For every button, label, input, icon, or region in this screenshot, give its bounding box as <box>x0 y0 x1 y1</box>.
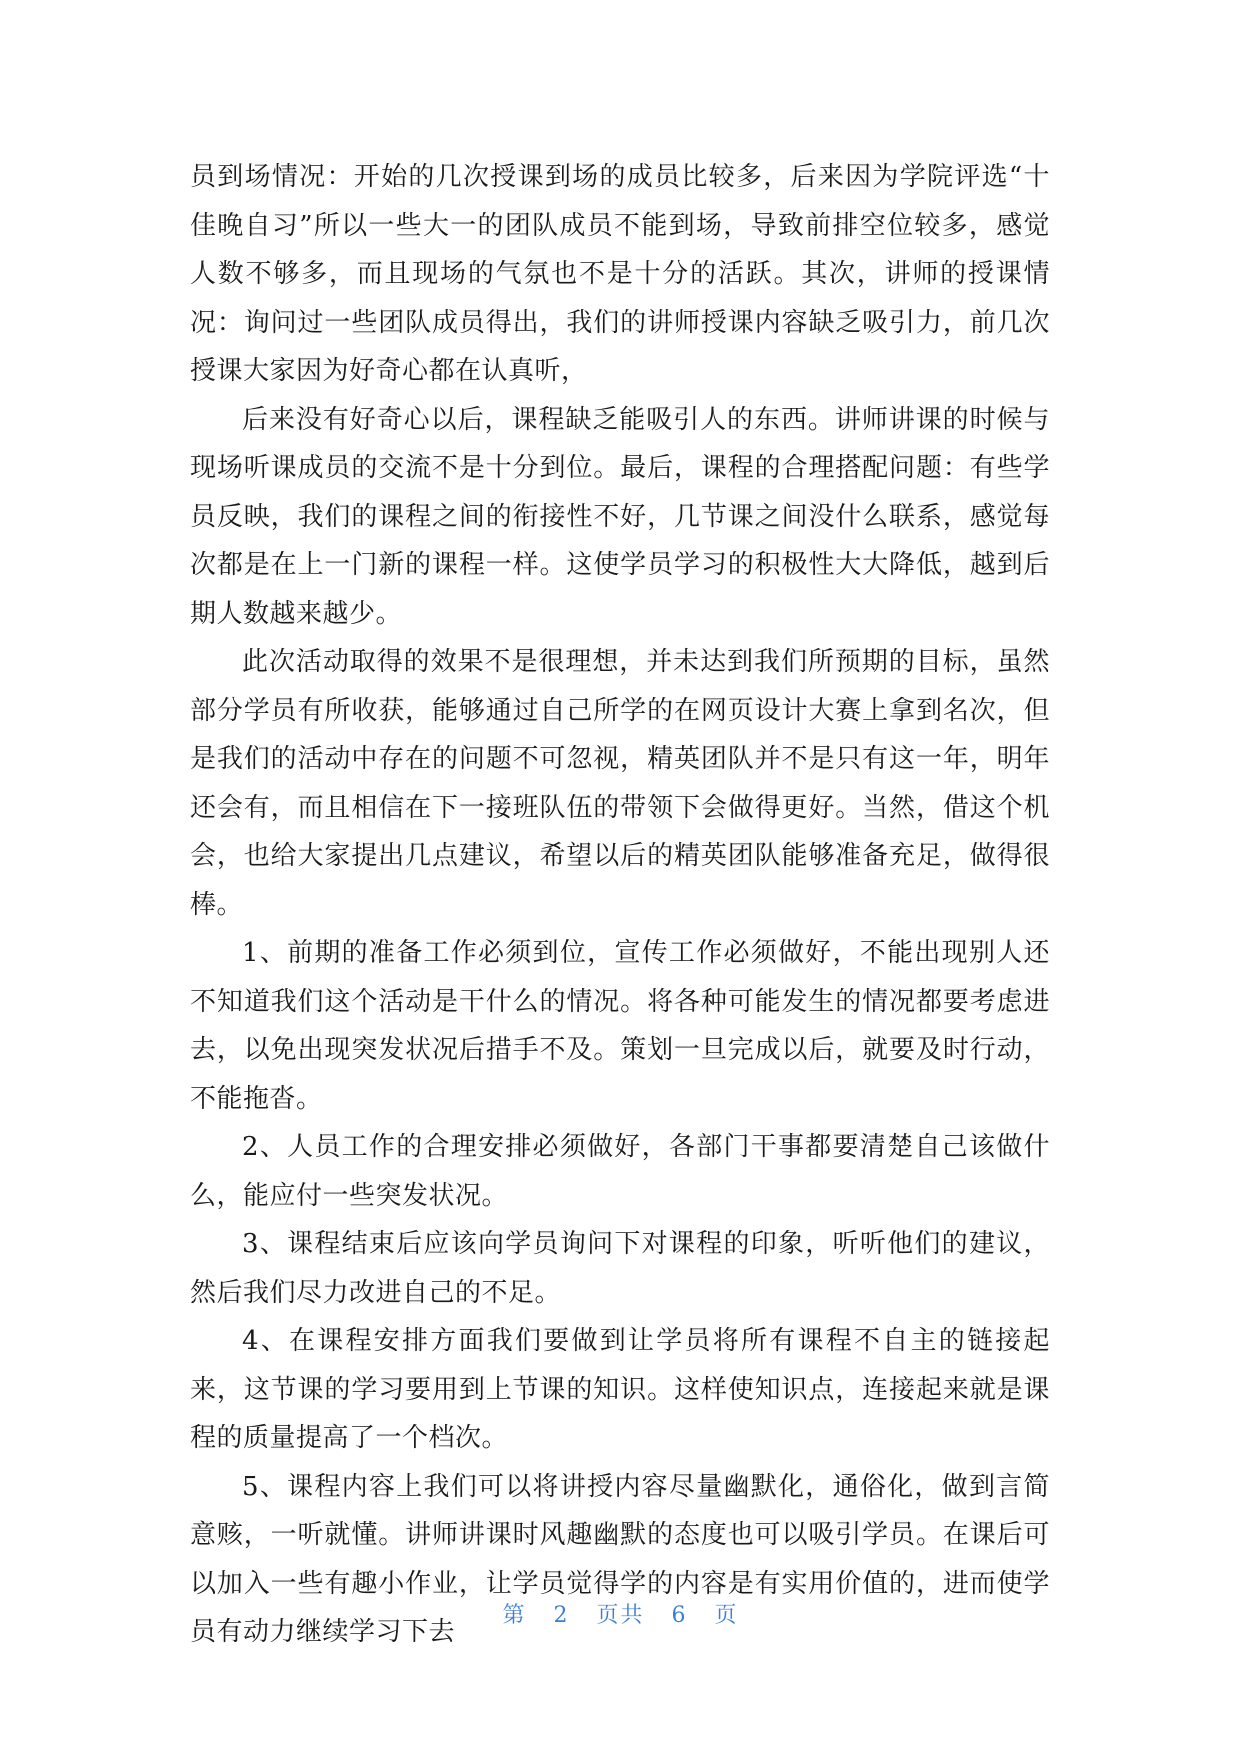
paragraph-3: 此次活动取得的效果不是很理想，并未达到我们所预期的目标，虽然部分学员有所收获，能够通过自己所学的在网页设计大赛上拿到名次，但是我们的活动中存在的问题不可忽视，精英团队并不是只有这一年，明年还会有，而且相信在下一接班队伍的带领下会做得更好。当然，借这个机会，也给大家提出几点建议，希望以后的精英团队能够准备充足，做得很棒。 <box>190 647 1050 920</box>
footer-middle: 页共 <box>596 1603 645 1628</box>
footer-prefix: 第 <box>502 1603 527 1628</box>
paragraph-2: 后来没有好奇心以后，课程缺乏能吸引人的东西。讲师讲课的时候与现场听课成员的交流不是十分到位。最后，课程的合理搭配问题：有些学员反映，我们的课程之间的衔接性不好，几节课之间没什么联系，感觉每次都是在上一门新的课程一样。这使学员学习的积极性大大降低，越到后期人数越来越少。 <box>190 404 1050 629</box>
suggestion-2: 2、人员工作的合理安排必须做好，各部门干事都要清楚自己该做什么，能应付一些突发状况。 <box>190 1132 1050 1211</box>
suggestion-4: 4、在课程安排方面我们要做到让学员将所有课程不自主的链接起来，这节课的学习要用到上节课的知识。这样使知识点，连接起来就是课程的质量提高了一个档次。 <box>190 1326 1050 1453</box>
suggestion-3: 3、课程结束后应该向学员询问下对课程的印象，听听他们的建议，然后我们尽力改进自己的不足。 <box>190 1229 1050 1308</box>
footer-suffix: 页 <box>714 1603 739 1628</box>
page-footer <box>0 1598 1241 1629</box>
document-body <box>190 153 1050 1657</box>
current-page-number: 2 <box>553 1603 570 1628</box>
suggestion-5: 5、课程内容上我们可以将讲授内容尽量幽默化，通俗化，做到言简意赅，一听就懂。讲师讲课时风趣幽默的态度也可以吸引学员。在课后可以加入一些有趣小作业，让学员觉得学的内容是有实用价值的，进而使学员有动力继续学习下去 <box>190 1471 1050 1647</box>
total-pages-number: 6 <box>671 1603 688 1628</box>
paragraph-1: 员到场情况：开始的几次授课到场的成员比较多，后来因为学院评选“十佳晚自习”所以一些大一的团队成员不能到场，导致前排空位较多，感觉人数不够多，而且现场的气氛也不是十分的活跃。其次，讲师的授课情况：询问过一些团队成员得出，我们的讲师授课内容缺乏吸引力，前几次授课大家因为好奇心都在认真听， <box>190 162 1050 386</box>
suggestion-1: 1、前期的准备工作必须到位，宣传工作必须做好，不能出现别人还不知道我们这个活动是干什么的情况。将各种可能发生的情况都要考虑进去，以免出现突发状况后措手不及。策划一旦完成以后，就要及时行动，不能拖沓。 <box>190 938 1050 1114</box>
